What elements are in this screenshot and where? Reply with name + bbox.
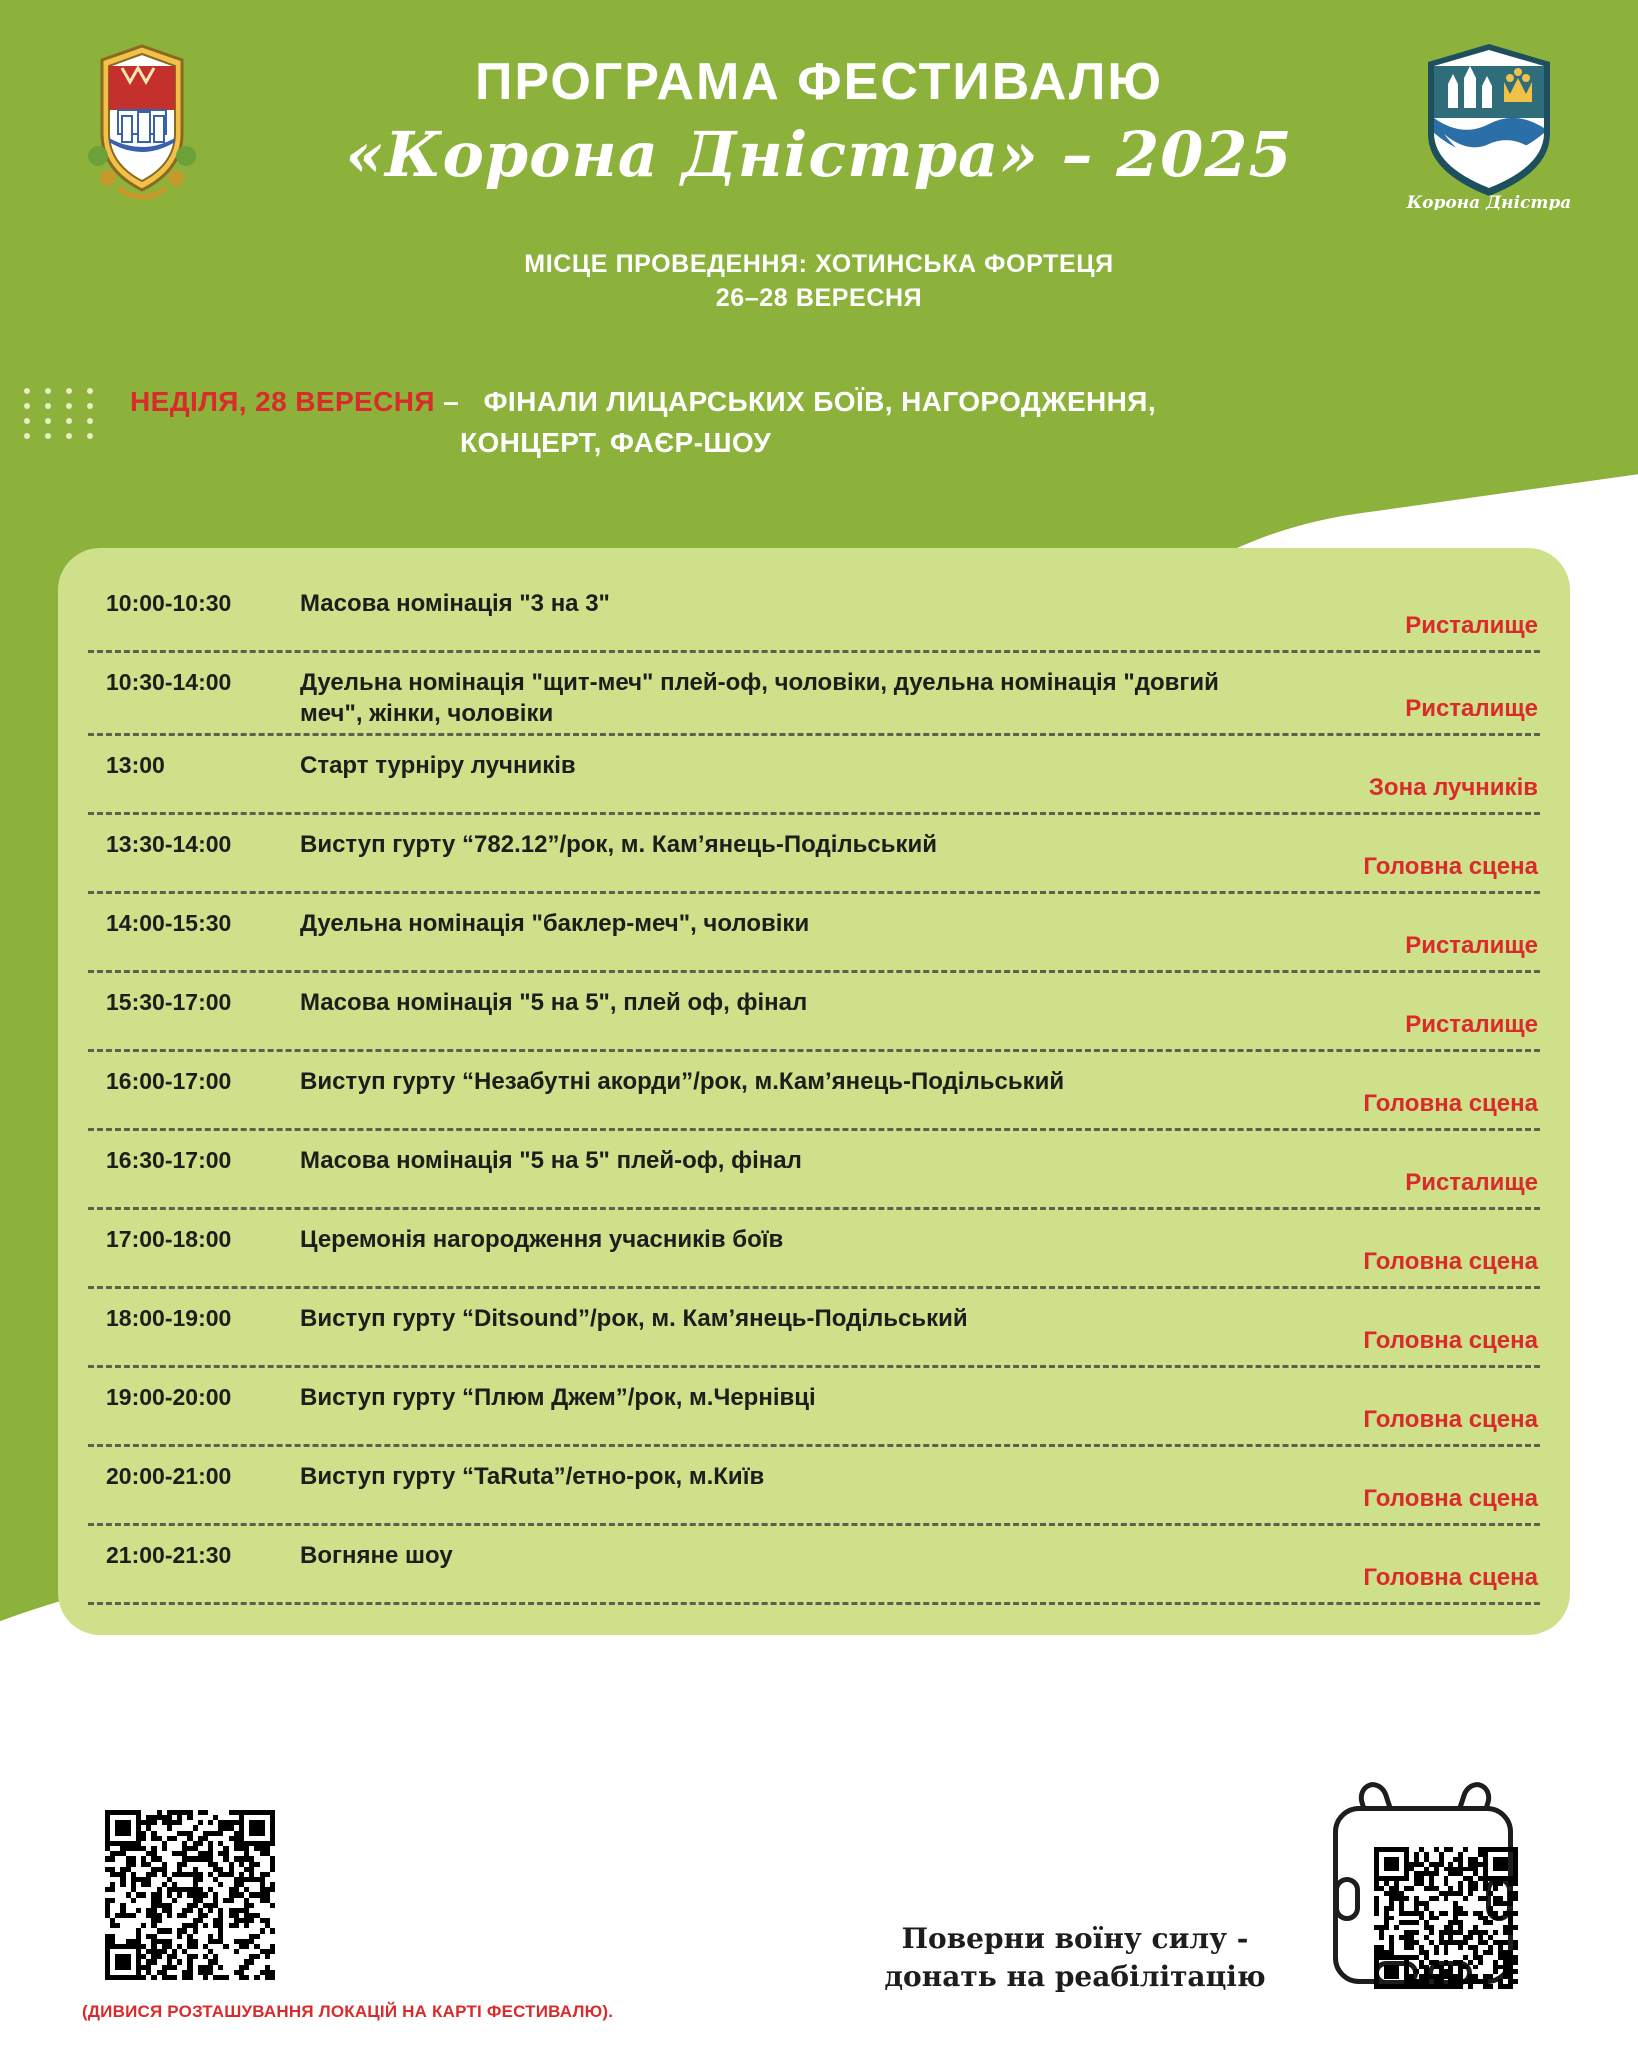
day-description-line-2: КОНЦЕРТ, ФАЄР-ШОУ <box>460 426 772 458</box>
schedule-row-divider <box>88 1049 1540 1052</box>
korona-dnistra-logo-icon <box>1400 38 1578 210</box>
schedule-row <box>82 1210 1546 1286</box>
schedule-row-divider <box>88 733 1540 736</box>
schedule-row-place: Ристалище <box>1405 932 1538 960</box>
schedule-row <box>82 973 1546 1049</box>
schedule-row <box>82 736 1546 812</box>
schedule-list <box>82 574 1546 1605</box>
schedule-row-time: 19:00-20:00 <box>106 1384 232 1411</box>
schedule-row-divider <box>88 1523 1540 1526</box>
schedule-row-divider <box>88 891 1540 894</box>
festival-qr-code[interactable] <box>105 1810 275 1980</box>
donation-qr-badge[interactable] <box>1315 1788 1530 2003</box>
schedule-row <box>82 1368 1546 1444</box>
donate-line-2: донать на реабілітацію <box>884 1959 1266 1993</box>
venue-line-1: МІСЦЕ ПРОВЕДЕННЯ: ХОТИНСЬКА ФОРТЕЦЯ <box>524 250 1114 278</box>
schedule-row-title: Дуельна номінація "баклер-меч", чоловіки <box>300 910 810 938</box>
schedule-row-title: Масова номінація "5 на 5", плей оф, фінал <box>300 989 808 1017</box>
schedule-row-time: 10:30-14:00 <box>106 669 232 695</box>
day-description-line-1: ФІНАЛИ ЛИЦАРСЬКИХ БОЇВ, НАГОРОДЖЕННЯ, <box>483 386 1157 417</box>
donation-qr-code[interactable] <box>1374 1847 1518 1989</box>
day-banner <box>130 382 1550 463</box>
schedule-row-time: 17:00-18:00 <box>106 1226 232 1253</box>
schedule-row-place: Головна сцена <box>1363 1248 1538 1276</box>
schedule-row-time: 16:30-17:00 <box>106 1147 232 1174</box>
schedule-row-place: Головна сцена <box>1363 853 1538 881</box>
schedule-row-place: Головна сцена <box>1363 1564 1538 1592</box>
schedule-row <box>82 1289 1546 1365</box>
schedule-row-time: 15:30-17:00 <box>106 989 232 1016</box>
schedule-row <box>82 1526 1546 1602</box>
schedule-row-title: Масова номінація "3 на 3" <box>300 590 610 617</box>
schedule-row-place: Зона лучників <box>1368 774 1538 802</box>
schedule-row <box>82 894 1546 970</box>
schedule-row-place: Ристалище <box>1405 612 1538 639</box>
schedule-row-divider <box>88 1286 1540 1289</box>
schedule-row-title: Вогняне шоу <box>300 1542 453 1570</box>
schedule-row-time: 18:00-19:00 <box>106 1305 232 1332</box>
schedule-row-divider <box>88 1207 1540 1210</box>
schedule-row-time: 14:00-15:30 <box>106 910 232 937</box>
svg-text:Корона Дністра: Корона Дністра <box>1406 193 1572 210</box>
schedule-row-title: Виступ гурту “Плюм Джем”/рок, м.Чернівці <box>300 1384 816 1412</box>
schedule-row-time: 13:00 <box>106 752 165 779</box>
schedule-row <box>82 1447 1546 1523</box>
poster-header <box>0 0 1638 330</box>
schedule-row-divider <box>88 812 1540 815</box>
map-note: (ДИВИСЯ РОЗТАШУВАННЯ ЛОКАЦІЙ НА КАРТІ ФЕСТИВАЛЮ). <box>82 2002 614 2021</box>
schedule-row-title: Масова номінація "5 на 5" плей-оф, фінал <box>300 1147 802 1175</box>
venue-line-2: 26–28 ВЕРЕСНЯ <box>715 283 923 312</box>
venue-info <box>0 248 1638 316</box>
schedule-row-divider <box>88 1128 1540 1131</box>
schedule-row <box>82 653 1546 733</box>
schedule-row-divider <box>88 1602 1540 1605</box>
schedule-row <box>82 1131 1546 1207</box>
schedule-row-divider <box>88 1444 1540 1447</box>
page-subtitle: «Корона Дністра» – 2025 <box>345 118 1293 191</box>
decorative-dot-grid <box>24 388 100 439</box>
day-label: НЕДІЛЯ, 28 ВЕРЕСНЯ <box>130 386 435 417</box>
schedule-row-title: Виступ гурту “Незабутні акорди”/рок, м.Кам’янець-Подільський <box>300 1068 1065 1096</box>
schedule-card <box>58 548 1570 1635</box>
page-title: ПРОГРАМА ФЕСТИВАЛЮ <box>474 53 1163 111</box>
schedule-row-time: 21:00-21:30 <box>106 1542 232 1569</box>
schedule-row-place: Головна сцена <box>1363 1327 1538 1355</box>
donate-text <box>845 1920 1305 1996</box>
schedule-row-place: Головна сцена <box>1363 1406 1538 1434</box>
paw-left-icon <box>1334 1877 1360 1921</box>
schedule-row-title: Виступ гурту “TaRuta”/етно-рок, м.Київ <box>300 1463 765 1491</box>
donate-line-1: Поверни воїну силу - <box>901 1922 1249 1955</box>
donation-qr-frame <box>1333 1806 1513 1984</box>
schedule-row-place: Ристалище <box>1405 1011 1538 1039</box>
schedule-row-time: 20:00-21:00 <box>106 1463 232 1490</box>
day-dash: – <box>443 386 460 417</box>
schedule-row-place: Ристалище <box>1405 695 1538 723</box>
schedule-row <box>82 1052 1546 1128</box>
schedule-row-place: Головна сцена <box>1363 1090 1538 1118</box>
schedule-row-time: 13:30-14:00 <box>106 831 232 858</box>
schedule-row-place: Головна сцена <box>1363 1485 1538 1513</box>
schedule-row-time: 16:00-17:00 <box>106 1068 232 1095</box>
schedule-row-divider <box>88 970 1540 973</box>
schedule-row-title: Дуельна номінація "щит-меч" плей-оф, чоловіки, дуельна номінація "довгий меч", жінки, чоловіки <box>300 669 1219 728</box>
schedule-row-divider <box>88 650 1540 653</box>
schedule-row-title: Виступ гурту “782.12”/рок, м. Кам’янець-Подільський <box>300 831 938 859</box>
schedule-row <box>82 574 1546 650</box>
schedule-row-title: Виступ гурту “Ditsound”/рок, м. Кам’янець-Подільський <box>300 1305 968 1333</box>
schedule-row-title: Старт турніру лучників <box>300 752 576 780</box>
schedule-row-time: 10:00-10:30 <box>106 590 232 616</box>
schedule-row <box>82 815 1546 891</box>
schedule-row-place: Ристалище <box>1405 1169 1538 1197</box>
schedule-row-divider <box>88 1365 1540 1368</box>
schedule-row-title: Церемонія нагородження учасників боїв <box>300 1226 784 1254</box>
